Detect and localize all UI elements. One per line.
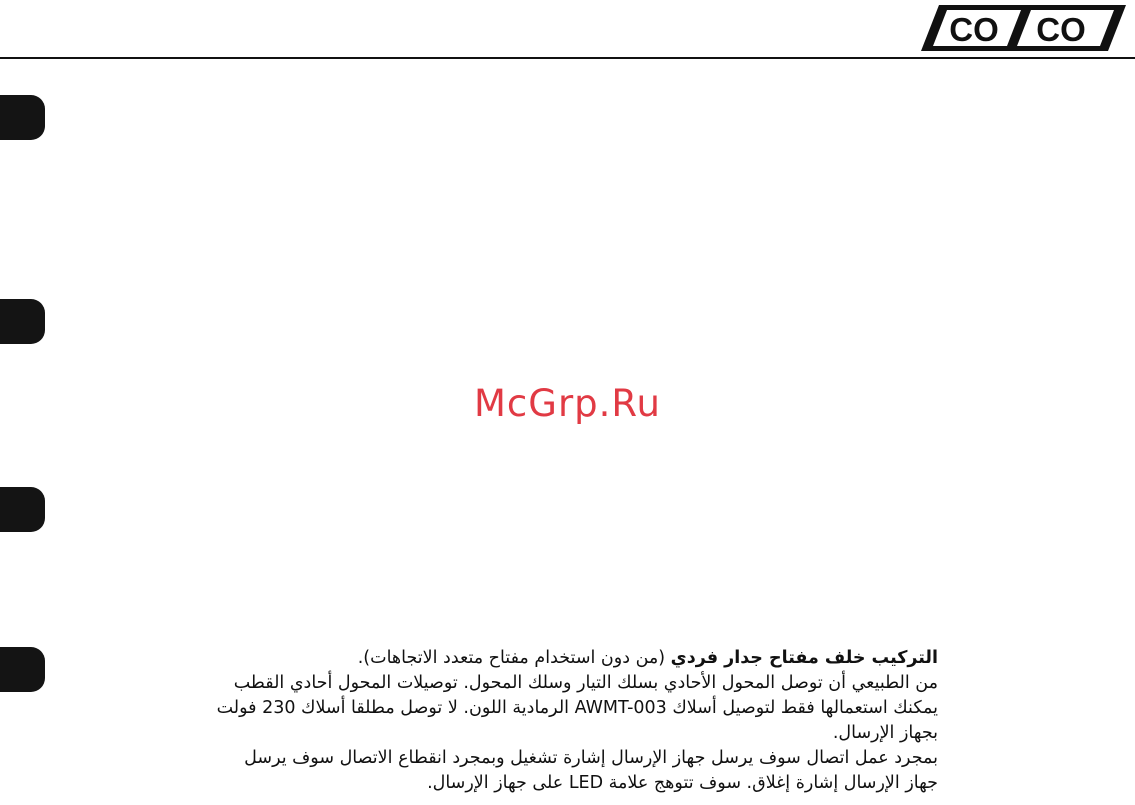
step-marker-3 (0, 487, 45, 532)
watermark: McGrp.Ru (474, 382, 661, 425)
logo-text-right: CO (1036, 11, 1086, 48)
logo-text-left: CO (949, 11, 999, 48)
paragraph-line: يمكنك استعمالها فقط لتوصيل أسلاك AWMT-003 الرمادية اللون. لا توصل مطلقا أسلاك 230 فولت (216, 698, 938, 718)
paragraph-line: من الطبيعي أن توصل المحول الأحادي بسلك التيار وسلك المحول. توصيلات المحول أحادي القطب (233, 673, 938, 693)
paragraph-line: جهاز الإرسال إشارة إغلاق. سوف تتوهج علامة LED على جهاز الإرسال. (427, 773, 938, 793)
paragraph-line: بجهاز الإرسال. (832, 723, 938, 743)
paragraph-line: بمجرد عمل اتصال سوف يرسل جهاز الإرسال إشارة تشغيل وبمجرد انقطاع الاتصال سوف يرسل (244, 748, 938, 768)
coco-logo (921, 4, 1126, 52)
step-marker-2 (0, 299, 45, 344)
step-marker-1 (0, 95, 45, 140)
header-rule (0, 57, 1135, 59)
section-heading-rest: (من دون استخدام مفتاح متعدد الاتجاهات). (357, 648, 671, 668)
section-heading-bold: التركيب خلف مفتاح جدار فردي (670, 648, 938, 668)
section-heading (118, 646, 938, 671)
installation-text (118, 646, 938, 796)
step-marker-4 (0, 647, 45, 692)
